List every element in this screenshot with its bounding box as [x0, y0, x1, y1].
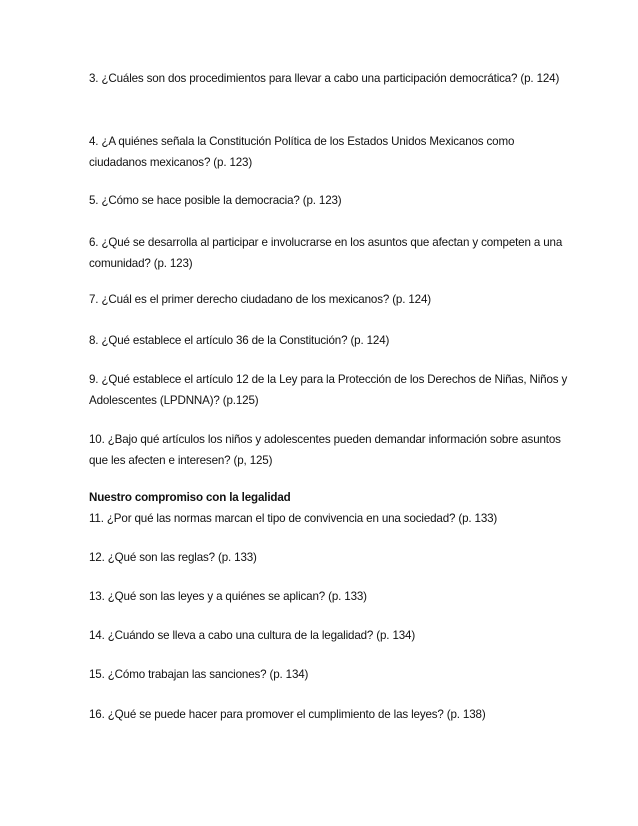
question-14: 14. ¿Cuándo se lleva a cabo una cultura de la legalidad? (p. 134)	[89, 629, 416, 642]
question-4: 4. ¿A quiénes señala la Constitución Política de los Estados Unidos Mexicanos como ciudadanos mexicanos? (p. 123)	[89, 135, 515, 169]
question-12: 12. ¿Qué son las reglas? (p. 133)	[89, 551, 257, 564]
question-3: 3. ¿Cuáles son dos procedimientos para llevar a cabo una participación democrática? (p. 124)	[89, 72, 560, 85]
section-heading: Nuestro compromiso con la legalidad	[89, 491, 291, 504]
question-16: 16. ¿Qué se puede hacer para promover el cumplimiento de las leyes? (p. 138)	[89, 708, 486, 721]
question-10: 10. ¿Bajo qué artículos los niños y adolescentes pueden demandar información sobre asuntos que les afecten e interesen? (p, 125)	[89, 433, 561, 467]
question-15: 15. ¿Cómo trabajan las sanciones? (p. 134)	[89, 668, 309, 681]
question-11: 11. ¿Por qué las normas marcan el tipo de convivencia en una sociedad? (p. 133)	[89, 512, 498, 525]
question-8: 8. ¿Qué establece el artículo 36 de la Constitución? (p. 124)	[89, 334, 390, 347]
question-13: 13. ¿Qué son las leyes y a quiénes se aplican? (p. 133)	[89, 590, 367, 603]
question-9: 9. ¿Qué establece el artículo 12 de la Ley para la Protección de los Derechos de Niñas, Niños y Adolescentes (LPDNNA)? (p.125)	[89, 373, 568, 407]
question-7: 7. ¿Cuál es el primer derecho ciudadano de los mexicanos? (p. 124)	[89, 293, 431, 306]
question-5: 5. ¿Cómo se hace posible la democracia? (p. 123)	[89, 194, 342, 207]
question-6: 6. ¿Qué se desarrolla al participar e involucrarse en los asuntos que afectan y competen a una comunidad? (p. 123)	[89, 236, 563, 270]
